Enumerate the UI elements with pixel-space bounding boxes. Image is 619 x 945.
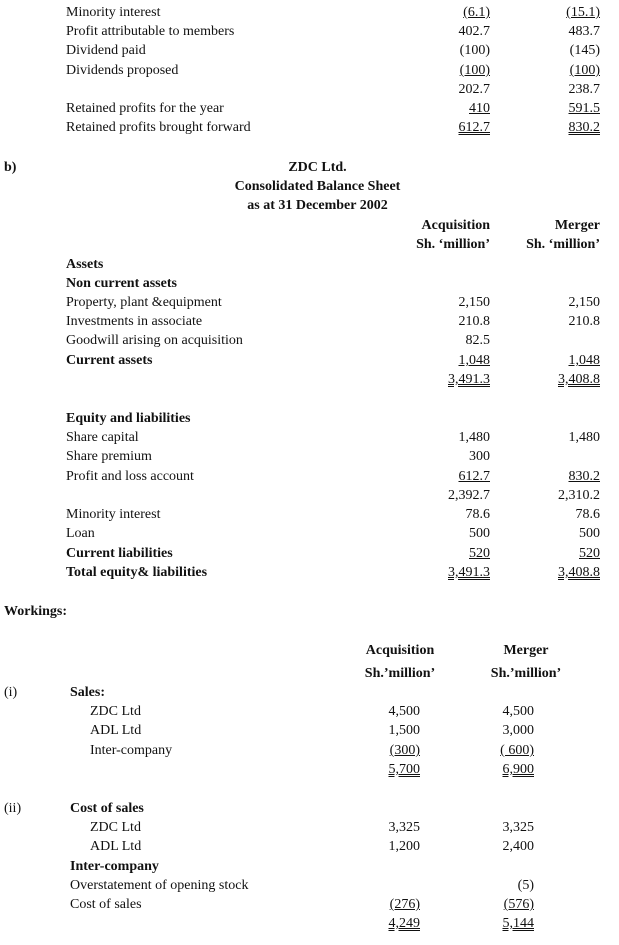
- merger-value: 1,048: [568, 353, 600, 368]
- workings-unit-merger: Sh.’million’: [490, 666, 562, 681]
- row-label: Current assets: [66, 353, 153, 368]
- nca-heading: Non current assets: [66, 276, 177, 291]
- acq-value: 520: [469, 546, 490, 561]
- acq-value: (300): [389, 743, 420, 758]
- merger-value: 591.5: [568, 101, 600, 116]
- merger-value: 238.7: [568, 82, 600, 97]
- acq-value: 82.5: [465, 333, 490, 348]
- acq-value: 1,200: [388, 839, 420, 854]
- merger-value: 500: [579, 526, 600, 541]
- row-label: Share capital: [66, 430, 139, 445]
- row-label: Minority interest: [66, 5, 161, 20]
- merger-value: 830.2: [568, 469, 600, 484]
- col-header-merger: Merger: [554, 218, 600, 233]
- row-label: Goodwill arising on acquisition: [66, 333, 243, 348]
- row-label: Retained profits for the year: [66, 101, 224, 116]
- row-label: Loan: [66, 526, 95, 541]
- acq-value: 3,325: [388, 820, 420, 835]
- row-label: ZDC Ltd: [90, 820, 141, 835]
- assets-heading: Assets: [66, 257, 104, 272]
- row-label: ADL Ltd: [90, 839, 142, 854]
- acq-value: (100): [459, 43, 490, 58]
- workings-col-acquisition: Acquisition: [365, 643, 435, 658]
- row-label: Dividends proposed: [66, 63, 179, 78]
- total-equity-label: Total equity& liabilities: [66, 565, 208, 580]
- acq-value: 1,480: [458, 430, 490, 445]
- acq-value: 202.7: [458, 82, 490, 97]
- acq-value: 500: [469, 526, 490, 541]
- row-label: Dividend paid: [66, 43, 146, 58]
- merger-value: 2,400: [502, 839, 534, 854]
- equity-subtotal-merger: 2,310.2: [558, 488, 600, 503]
- row-label: Profit and loss account: [66, 469, 194, 484]
- acq-value: 2,150: [458, 295, 490, 310]
- row-label: Investments in associate: [66, 314, 203, 329]
- row-label: Cost of sales: [70, 897, 142, 912]
- merger-value: 1,480: [568, 430, 600, 445]
- cost-of-sales-heading: Cost of sales: [70, 801, 144, 816]
- workings-unit-acquisition: Sh.’million’: [364, 666, 436, 681]
- sales-heading: Sales:: [70, 685, 105, 700]
- merger-value: 3,000: [502, 723, 534, 738]
- row-label: Minority interest: [66, 507, 161, 522]
- merger-value: (15.1): [566, 5, 600, 20]
- statement-date: as at 31 December 2002: [247, 198, 388, 213]
- col-unit-merger: Sh. ‘million’: [526, 237, 600, 252]
- merger-value: 483.7: [568, 24, 600, 39]
- col-header-acquisition: Acquisition: [421, 218, 490, 233]
- acq-value: 300: [469, 449, 490, 464]
- row-label: Property, plant &equipment: [66, 295, 222, 310]
- row-label: Current liabilities: [66, 546, 173, 561]
- equity-heading: Equity and liabilities: [66, 411, 191, 426]
- acq-value: 612.7: [458, 120, 490, 135]
- row-label: ZDC Ltd: [90, 704, 141, 719]
- col-unit-acquisition: Sh. ‘million’: [416, 237, 490, 252]
- sales-total-acq: 5,700: [388, 762, 420, 777]
- row-label: Share premium: [66, 449, 152, 464]
- merger-value: 4,500: [502, 704, 534, 719]
- merger-value: (5): [517, 878, 534, 893]
- row-label: Inter-company: [90, 743, 173, 758]
- cos-total-merger: 5,144: [502, 916, 534, 931]
- section-marker: b): [4, 160, 17, 175]
- merger-value: 830.2: [568, 120, 600, 135]
- total-assets-merger: 3,408.8: [558, 372, 600, 387]
- total-assets-acq: 3,491.3: [448, 372, 490, 387]
- workings-title: Workings:: [4, 604, 68, 619]
- inter-company-heading: Inter-company: [70, 859, 159, 874]
- merger-value: 3,325: [502, 820, 534, 835]
- acq-value: (6.1): [463, 5, 490, 20]
- working-marker-ii: (ii): [4, 801, 22, 816]
- total-equity-acq: 3,491.3: [448, 565, 490, 580]
- merger-value: 520: [579, 546, 600, 561]
- merger-value: (576): [503, 897, 534, 912]
- merger-value: 78.6: [575, 507, 600, 522]
- acq-value: 410: [469, 101, 490, 116]
- acq-value: (276): [389, 897, 420, 912]
- acq-value: 612.7: [458, 469, 490, 484]
- statement-title: Consolidated Balance Sheet: [234, 179, 401, 194]
- row-label: ADL Ltd: [90, 723, 142, 738]
- merger-value: (145): [569, 43, 600, 58]
- sales-total-merger: 6,900: [502, 762, 534, 777]
- acq-value: 402.7: [458, 24, 490, 39]
- merger-value: 210.8: [568, 314, 600, 329]
- acq-value: 78.6: [465, 507, 490, 522]
- cos-total-acq: 4,249: [388, 916, 420, 931]
- acq-value: 1,048: [458, 353, 490, 368]
- equity-subtotal-acq: 2,392.7: [448, 488, 490, 503]
- merger-value: ( 600): [500, 743, 534, 758]
- acq-value: 210.8: [458, 314, 490, 329]
- company-title: ZDC Ltd.: [288, 160, 347, 175]
- merger-value: 2,150: [568, 295, 600, 310]
- row-label: Retained profits brought forward: [66, 120, 251, 135]
- row-label: Profit attributable to members: [66, 24, 235, 39]
- total-equity-merger: 3,408.8: [558, 565, 600, 580]
- workings-col-merger: Merger: [503, 643, 549, 658]
- working-marker-i: (i): [4, 685, 18, 700]
- acq-value: 1,500: [388, 723, 420, 738]
- merger-value: (100): [569, 63, 600, 78]
- row-label: Overstatement of opening stock: [70, 878, 249, 893]
- acq-value: (100): [459, 63, 490, 78]
- acq-value: 4,500: [388, 704, 420, 719]
